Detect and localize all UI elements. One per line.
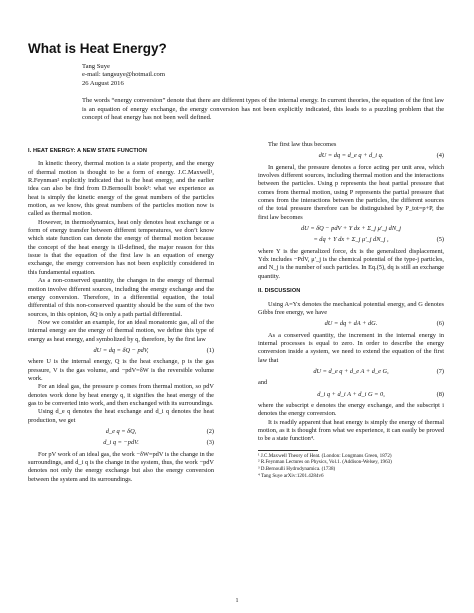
paragraph: Using A=Yx denotes the mechanical potential energy, and G denotes Gibbs free energy, we have [258, 300, 444, 316]
footnote-rule [258, 450, 318, 451]
page-number: 1 [235, 598, 239, 604]
equation-body: d_e q = δQ, [105, 428, 137, 435]
author-name: Tang Suye [82, 63, 110, 70]
equation-body: dU = dq = d_e q + d_i q. [318, 152, 384, 160]
equation-number: (1) [206, 346, 214, 354]
paragraph: Using d_e q denotes the heat exchange and d_i q denotes the heat production, we get [28, 408, 214, 424]
paragraph: As a conserved quantity, the increment in the internal energy in internal processes is equal to zero. In order to describe the energy conversion inside a system, we need to extend the equation of the first law that [258, 331, 444, 364]
paragraph: where the subscript e denotes the energy exchange, and the subscript i denotes the energy conversion. [258, 401, 444, 418]
abstract: The words “energy conversion” denote that there are different types of the internal energy. In current theories, the equation of the first law is an equation of energy exchange, the energy conversion has not been explicitly indicated, this leads to a puzzling problem that the concept of heat energy has not been well defined. [82, 97, 444, 121]
paragraph: In kinetic theory, thermal motion is a state property, and the energy of thermal motion is thought to be a form of energy. J.C.Maxwell¹, R.Feynman² explicitly indicated that is the heat energy, and the earlier idea can also be find from D.Bernoulli book³: what we experience as heat is simply the kinetic energy of the great numbers of the particles motion, as we know, this great numbers of the particles motion now is called as thermal motion. [28, 160, 214, 218]
equation-8 [258, 391, 444, 399]
equation-body: = dq + Y dx + Σ_j μ′_j dN_j , [313, 236, 389, 244]
equation-number: (5) [436, 236, 444, 244]
footnote: ² R.Feynman Lectures on Physics, Vol.1. (Addison-Welsey, 1963) [258, 459, 392, 466]
equation-number: (3) [206, 439, 214, 447]
author-block [82, 63, 165, 88]
paragraph: However, in thermodynamics, heat only denotes heat exchange or a form of energy transfer between different temperatures, we don’t know which state function can denote the energy of thermal motion because the concept of the heat energy is ill-defined, the major reason for this issue is that the equation of the first law is an equation of energy exchange, the energy conversion has not been explicitly considered in this fundamental equation. [28, 218, 214, 276]
equation-number: (2) [206, 428, 214, 435]
paper-title: What is Heat Energy? [28, 41, 167, 56]
footnote: ³ D.Bernoulli Hydrodynamica. (1738) [258, 466, 336, 473]
equation-6 [258, 320, 444, 328]
section-heading-1: I. HEAT ENERGY: A NEW STATE FUNCTION [28, 148, 147, 154]
equation-4 [258, 152, 444, 160]
equation-3 [28, 439, 214, 447]
paragraph: In general, the pressure denotes a force acting per unit area, which involves different sources, including thermal motion and the interactions between the particles. Using p represents the heat partial pressure that comes from thermal motion, using P represents the partial pressure that comes from the interactions between the particles, the different sources of the total pressure therefore can be distinguished by P_tot=p+P, the first law becomes [258, 163, 444, 221]
paragraph: It is readily apparent that heat energy is simply the energy of thermal motion, as it is thought from what we experience, it can easily be proved to be a state function⁴. [258, 418, 444, 443]
equation-body: dU = d_e q + d_e A + d_e G, [313, 367, 389, 375]
equation-body: dU = dq + dA + dG. [324, 320, 378, 328]
equation-1 [28, 347, 214, 355]
equation-2 [28, 428, 214, 436]
equation-body: dU = dq = δQ − pdV, [93, 346, 149, 354]
equation-body: d_i q + d_i A + d_i G = 0, [317, 390, 385, 398]
equation-5a [258, 225, 444, 233]
equation-number: (8) [436, 390, 444, 398]
paragraph: where Y is the generalized force, dx is the generalized displacement, Ydx includes −PdV, μ′_j is the chemical potential of the type-j particles, and N_j is the number of such particles. In Eq.(5), dq is still an exchange quantity. [258, 247, 444, 280]
equation-7 [258, 368, 444, 376]
paragraph: and [258, 379, 268, 387]
footnote: ⁴ Tang Suye arXiv:1201.4284v6 [258, 472, 324, 479]
left-column [28, 141, 214, 484]
author-email: e-mail: tangsuye@hotmail.com [82, 71, 165, 79]
paragraph: For pV work of an ideal gas, the work −δW=pdV is the change in the surroundings, and d_i q is the change in the system, thus, the work −pdV denotes not only the energy exchange but also the energy conversion between the system and its surroundings. [28, 450, 214, 483]
paragraph: As a non-conserved quantity, the changes in the energy of thermal motion involve different sources, including the energy exchange and the energy conversion. Therefore, in a differential equation, the total differential of this non-conserved quantity should be the sum of the two sources, in this opinion, δQ is only a path partial differential. [28, 277, 214, 318]
equation-body: dU = δQ − pdV + Y dx + Σ_j μ′_j dN_j [300, 225, 402, 233]
paragraph: For an ideal gas, the pressure p comes from thermal motion, so pdV denotes work done by heat energy q, it signifies the heat energy of the gas to be converted into work, and then exchanged with its surroundings. [28, 383, 214, 407]
paper-date: 26 August 2016 [82, 79, 124, 87]
paragraph: where U is the internal energy, Q is the heat exchange, p is the gas pressure, V is the gas volume, and −pdV=δW is the reversible volume work. [28, 358, 214, 382]
right-column [258, 141, 444, 479]
equation-number: (4) [436, 152, 444, 160]
equation-number: (6) [436, 320, 444, 328]
section-heading-2: II. DISCUSSION [258, 288, 301, 295]
equation-body: d_i q = −pdV. [103, 439, 139, 447]
equation-number: (7) [436, 367, 444, 375]
paragraph: Now we consider an example, for an ideal monatomic gas, all of the internal energy are the energy of thermal motion, we define this type of energy as heat energy, and symbolized by q, therefore, by the first law [28, 318, 214, 343]
footnote: ¹ J.C.Maxwell Theory of Heat. (London: Longmans Green, 1872) [258, 452, 392, 459]
equation-5b [258, 236, 444, 244]
paragraph: The first law thus becomes [268, 141, 337, 148]
